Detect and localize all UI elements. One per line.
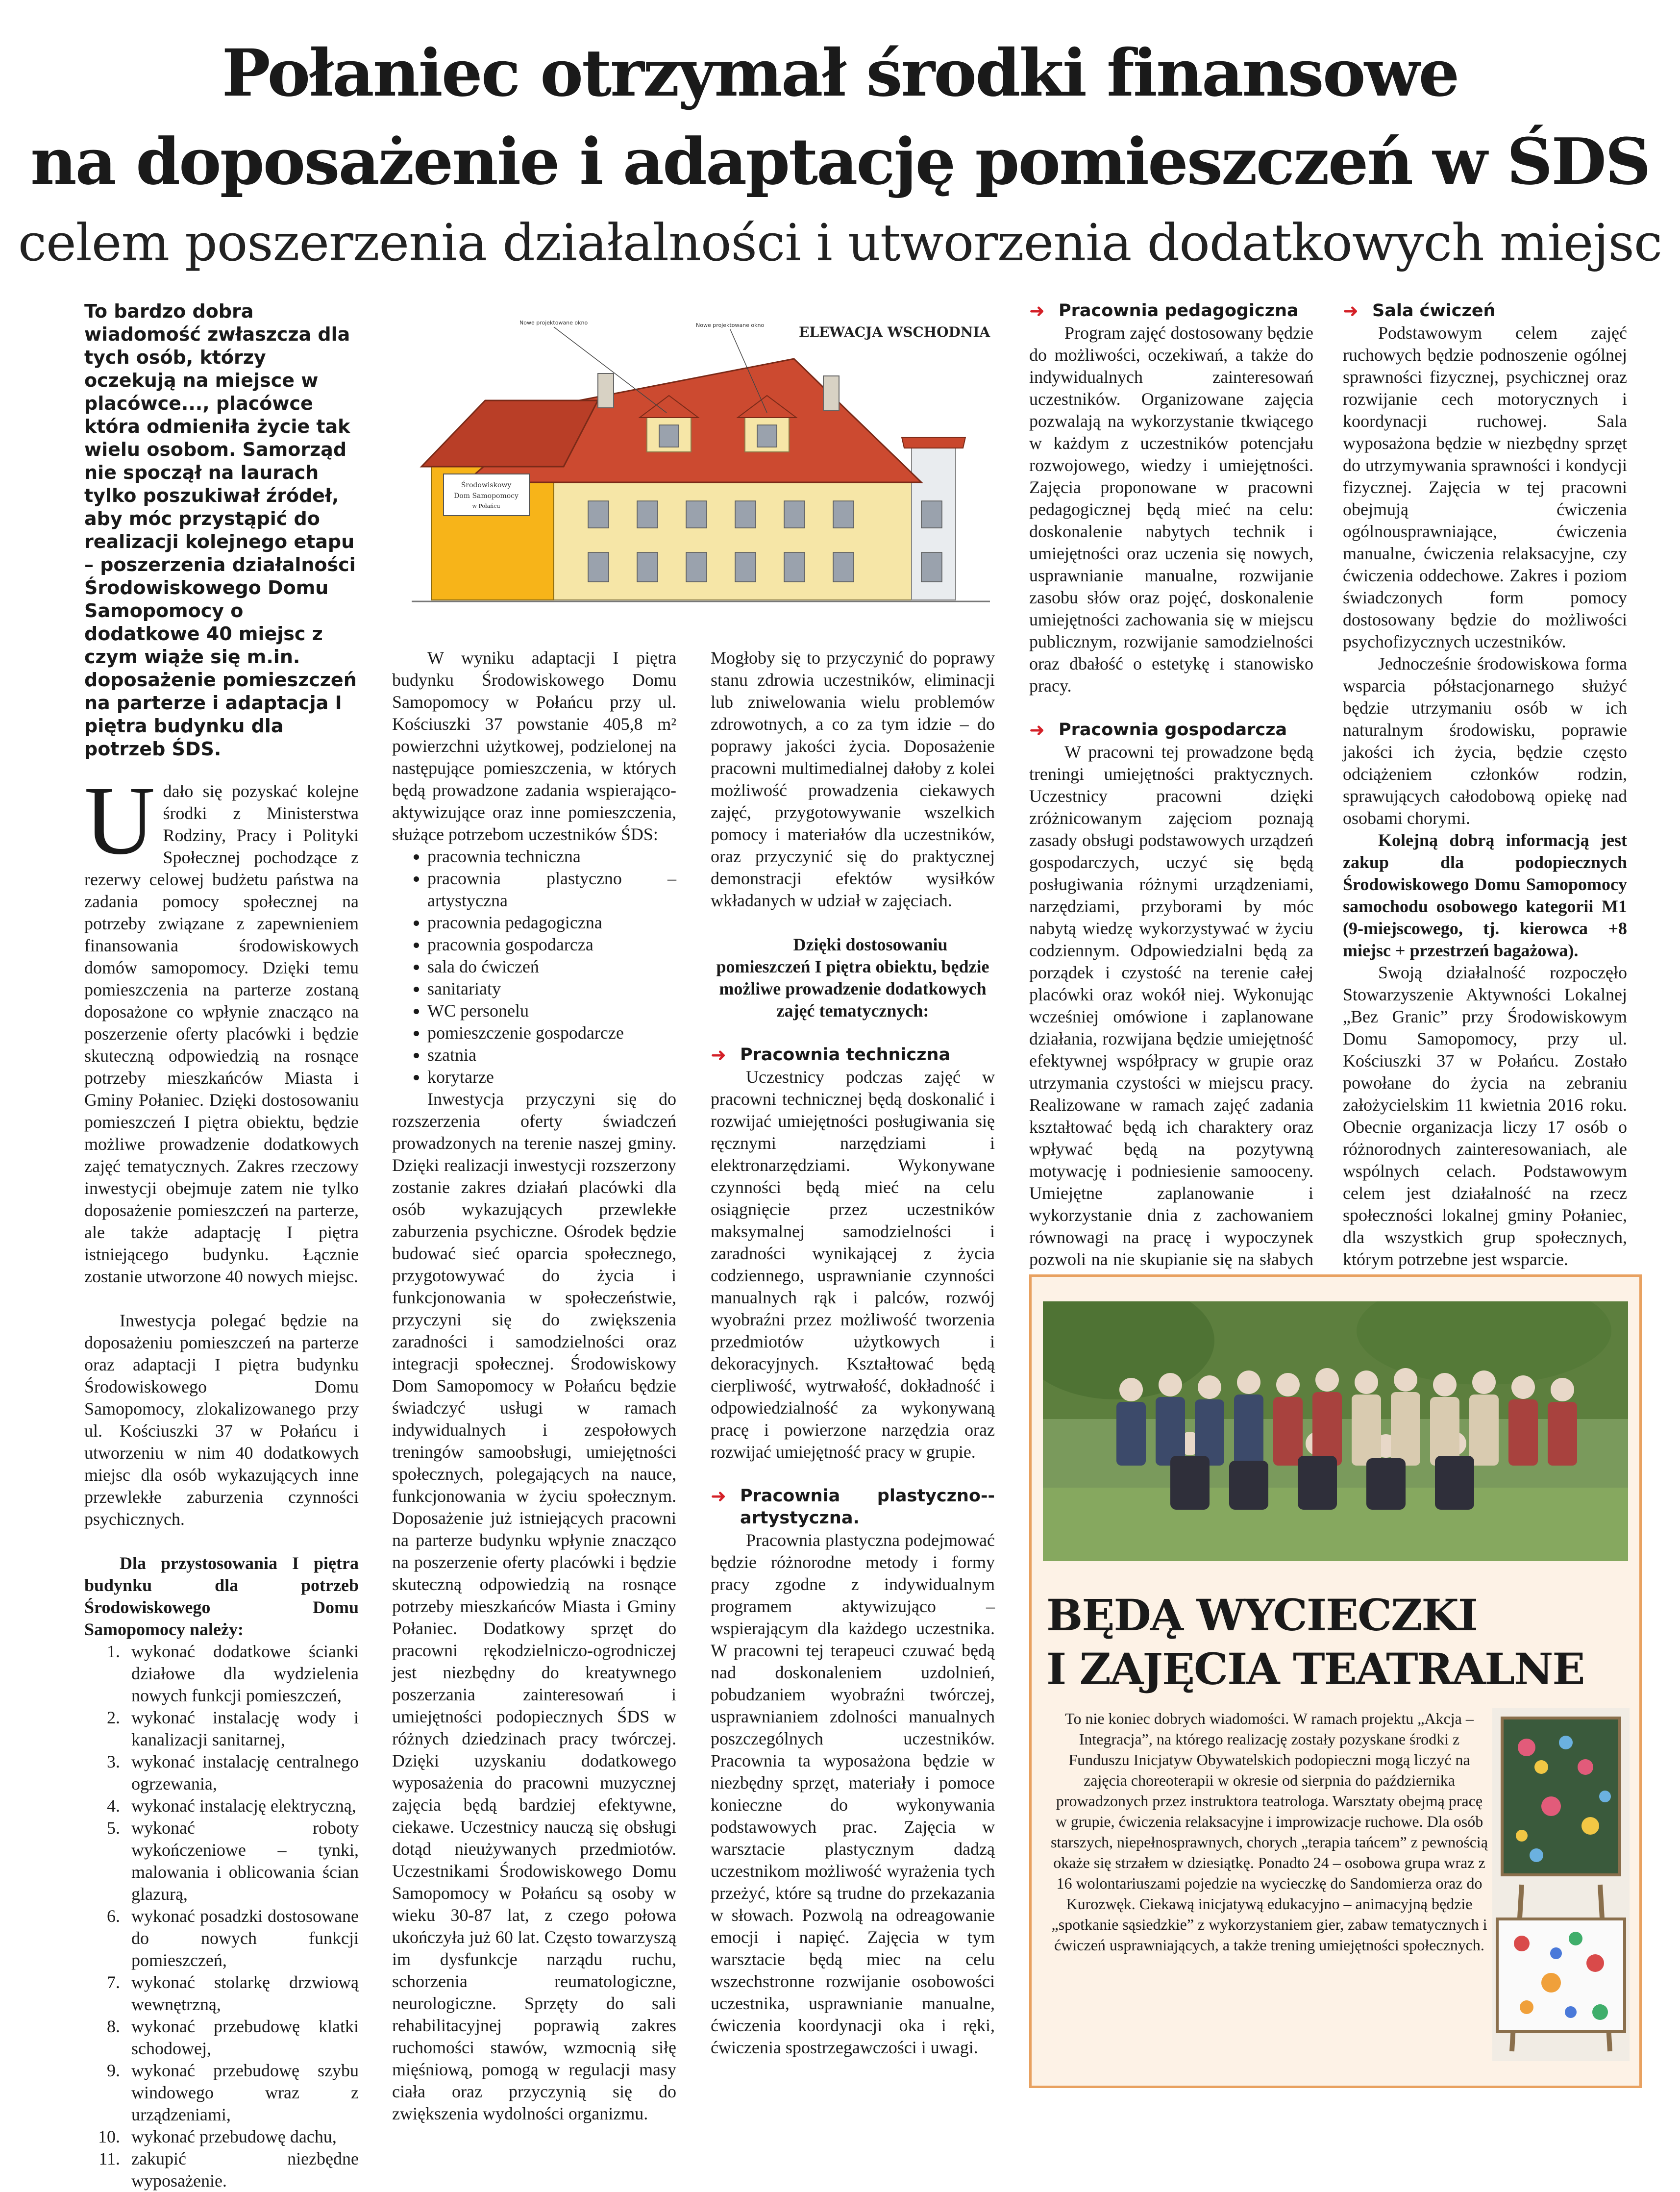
column-2 bbox=[392, 647, 676, 2125]
list-item: 3. wykonać instalację centralnego ogrzewania, bbox=[124, 1751, 359, 1795]
trips-theatre-box bbox=[1029, 1274, 1642, 2088]
drop-cap: U bbox=[84, 767, 155, 875]
column-5 bbox=[1343, 300, 1627, 1270]
list-item: 5. wykonać roboty wykończeniowe – tynki, malowania i oblicowania ścian glazurą, bbox=[124, 1817, 359, 1905]
arrow-right-icon: ➜ bbox=[1343, 300, 1359, 322]
list-item: 7. wykonać stolarkę drzwiową wewnętrzną, bbox=[124, 1971, 359, 2016]
paintings-easel-image bbox=[1492, 1708, 1630, 2061]
association-paragraph: Swoją działalność rozpoczęło Stowarzyszenie Aktywności Lokalnej „Bez Granic” przy Środowiskowym Domu Samopomocy, przy ul. Kościuszki 37 w Połańcu. Zostało powołane do życia na zebraniu założycielskim 11 kwietnia 2016 roku. Obecnie organizacja liczy 17 osób o różnorodnych zainteresowaniach, ale wspólnych celach. Podstawowym celem jest działalność na rzecz społeczności lokalnej gminy Połaniec, dla wszystkich grup społecznych, którym potrzebne jest wsparcie. bbox=[1343, 963, 1627, 1269]
headline-line-2: na doposażenie i adaptację pomieszczeń w ŚDS bbox=[30, 124, 1650, 199]
intro-paragraph: Udało się pozyskać kolejne środki z Ministerstwa Rodziny, Pracy i Polityki Społecznej pochodzące z rezerwy celowej budżetu państwa na zadania pomocy społecznej na potrzeby związane z zapewnieniem finansowania środowiskowych domów samopomocy. Dzięki temu pomieszczenia na parterze zostaną doposażone co wpłynie znacząco na poszerzenie oferty placówki i będzie skuteczną odpowiedzią na rosnące potrzeby mieszkańców Miasta i Gminy Połaniec. Dzięki dostosowaniu pomieszczeń I piętra obiektu, będzie możliwe prowadzenie dodatkowych zajęć tematycznych. Zakres rzeczowy inwestycji obejmuje zatem nie tylko doposażenie pomieszczeń na parterze, ale także adaptację I piętra istniejącego budynku. Łącznie zostanie utworzone 40 nowych miejsc. bbox=[84, 767, 359, 1286]
exercise-text: Podstawowym celem zajęć ruchowych będzie podnoszenie ogólnej sprawności fizycznej, psychicznej oraz rozwijanie cech motorycznych i koordynacji ruchowej. Sala wyposażona będzie w niezbędny sprzęt do utrzymywania sprawności i kondycji fizycznej. Zajęcia w tej pracowni obejmują ćwiczenia ogólnousprawniające, ćwiczenia manualne, ćwiczenia relaksacyjne, czy ćwiczenia oddechowe. Zakres i poziom świadczonych form pomocy dostosowany będzie do możliwości psychofizycznych uczestników. bbox=[1343, 323, 1627, 651]
list-item: • szatnia bbox=[427, 1044, 676, 1066]
list-item: 1. wykonać dodatkowe ścianki działowe dla wydzielenia nowych funkcji pomieszczeń, bbox=[124, 1641, 359, 1707]
building-elevation-image bbox=[392, 300, 1005, 623]
list-item: 10. wykonać przebudowę dachu, bbox=[124, 2126, 359, 2148]
section-heading-art: ➜ Pracownia plastyczno--artystyczna. bbox=[711, 1485, 995, 1528]
lead-paragraph: To bardzo dobra wiadomość zwłaszcza dla tych osób, którzy oczekują na miejsce w placówce..., placówce która odmieniła życie tak wielu osobom. Samorząd nie spoczął na laurach tylko poszukiwał źródeł, aby móc przystąpić do realizacji kolejnego etapu – poszerzenia działalności Środowiskowego Domu Samopomocy o dodatkowe 40 miejsc z czym wiąże się m.in. doposażenie pomieszczeń na parterze i adaptacja I piętra budynku dla potrzeb ŚDS. bbox=[84, 300, 357, 760]
section-heading-technical: ➜ Pracownia techniczna bbox=[711, 1044, 951, 1066]
box-text: To nie koniec dobrych wiadomości. W ramach projektu „Akcja – Integracja”, na którego realizację zostały pozyskane środki z Funduszu Inicjatyw Obywatelskich podopieczni mogą liczyć na zajęcia choreoterapii w okresie od sierpnia do października prowadzonych przez instruktora teatrologa. Warsztaty obejmą pracę w grupie, ćwiczenia relaksacyjne i improwizacje ruchowe. Dla osób starszych, niepełnosprawnych, chorych „terapia tańcem” z pewnością okaże się strzałem w dziesiątkę. Ponadto 24 – osobowa grupa wraz z 16 wolontariuszami pojedzie na wycieczkę do Sandomierza oraz do Kurozwęk. Ciekawą inicjatywą edukacyjno – animacyjną będzie „spotkanie sąsiedzkie” z wykorzystaniem gier, zabaw tematycznych i ćwiczeń usprawniających, a także trening umiejętności społecznych. bbox=[1050, 1710, 1488, 1954]
art-text: Pracownia plastyczna podejmować będzie różnorodne metody i formy pracy zgodne z indywidualnym programem aktywizująco – wspierającym dla każdego uczestnika. W pracowni tej terapeuci czuwać będą nad doskonaleniem uzdolnień, pobudzaniem wyobraźni twórczej, usprawnianiem zdolności manualnych poszczególnych uczestników. Pracownia ta wyposażona będzie w niezbędny sprzęt, materiały i pomoce konieczne do wykonywania podstawowych prac. Zajęcia w warsztacie plastycznym dadzą uczestnikom możliwość wyrażenia tych przeżyć, które są trudne do przekazania w słowach. Pozwolą na odreagowanie emocji i napięć. Zajęcia w tym warsztacie będą miec na celu wszechstronne rozwijanie osobowości uczestnika, usprawnianie manualne, ćwiczenia koordynacji oka i ręki, ćwiczenia spostrzegawczości i uwagi. bbox=[711, 1530, 995, 2057]
list-item: • sanitariaty bbox=[427, 978, 676, 1000]
column-3 bbox=[711, 647, 995, 2059]
list-item: 6. wykonać posadzki dostosowane do nowych funkcji pomieszczeń, bbox=[124, 1905, 359, 1971]
group-photo bbox=[1043, 1301, 1628, 1561]
arrow-right-icon: ➜ bbox=[1029, 300, 1045, 322]
support-paragraph: Jednocześnie środowiskowa forma wsparcia półstacjonarnego służyć będzie utrzymaniu osób w ich naturalnym środowisku, poprawie jakości ich życia, będzie często odciążeniem członków rodzin, sprawujących całodobową opiekę nad osobami chorymi. bbox=[1343, 654, 1627, 828]
list-intro: Dla przystosowania I piętra budynku dla potrzeb Środowiskowego Domu Samopomocy należy: bbox=[84, 1553, 359, 1639]
list-item: • sala do ćwiczeń bbox=[427, 956, 676, 978]
headline-line-1: Połaniec otrzymał środki finansowe bbox=[222, 35, 1458, 111]
column-4 bbox=[1029, 300, 1313, 1315]
list-item: 2. wykonać instalację wody i kanalizacji sanitarnej, bbox=[124, 1707, 359, 1751]
section-heading-exercise: ➜ Sala ćwiczeń bbox=[1343, 300, 1496, 322]
list-item: 11. zakupić niezbędne wyposażenie. bbox=[124, 2148, 359, 2192]
list-item: • korytarze bbox=[427, 1066, 676, 1088]
svg-text:ELEWACJA WSCHODNIA: ELEWACJA WSCHODNIA bbox=[799, 324, 990, 340]
list-item: • pomieszczenie gospodarcze bbox=[427, 1022, 676, 1044]
list-item: 8. wykonać przebudowę klatki schodowej, bbox=[124, 2016, 359, 2060]
pedagogical-text: Program zajęć dostosowany będzie do możliwości, oczekiwań, a także do indywidualnych zainteresowań uczestników. Organizowane zajęcia pozwalają na wykorzystanie tkwiącego w każdym z uczestników potencjału rozwojowego, wiedzy i umiejętności. Zajęcia proponowane w pracowni pedagogicznej będą mieć na celu: doskonalenie nabytych technik i umiejętności oraz uczenia się nowych, usprawnianie manualne, rozwijanie zasobu słów oraz pojęć, doskonalenie umiejętności zachowania się w miejscu publicznym, rozwijanie samodzielności oraz dbałość o estetykę i stanowisko pracy. bbox=[1029, 323, 1313, 696]
list-item: 9. wykonać przebudowę szybu windowego wraz z urządzeniami, bbox=[124, 2060, 359, 2126]
household-text: W pracowni tej prowadzone będą treningi umiejętności praktycznych. Uczestnicy pracowni dzięki zróżnicowanym zajęciom poznają zasady obsługi podstawowych urządzeń gospodarczych, uczyć się będą posługiwania różnymi urządzeniami, narzędziami, przyborami by móc nabytą wiedzę wykorzystywać w życiu codziennym. Odpowiedzialni będą za porządek i czystość na terenie całej placówki oraz wokół niej. Wykonując wcześniej omówione i zaplanowane działania, rozwijana będzie umiejętność efektywnej współpracy w grupie oraz utrzymania czystości w miejscu pracy. Realizowane w ramach zajęć zadania kształtować będą ich charaktery oraz wpływać będą na pozytywną motywację i podniesienie samooceny. Umiejętne zaplanowanie i wykorzystanie dnia z zachowaniem równowagi na pracę i wypoczynek pozwoli na nie skupianie się na słabych bbox=[1029, 742, 1313, 1269]
technical-text: Uczestnicy podczas zajęć w pracowni technicznej będą doskonalić i rozwijać umiejętności posługiwania się ręcznymi narzędziami i elektronarzędziami. Wykonywane czynności będą mieć na celu osiągnięcie przez uczestników maksymalnej samodzielności i zaradności wynikającej z życia codziennego, usprawnianie czynności manualnych rąk i palców, rozwój wyobraźni przez możliwość tworzenia przedmiotów użytkowych i dekoracyjnych. Kształtować będą cierpliwość, wytrwałość, dokładność i odpowiedzialność za wykonywaną pracę i powierzone narzędzia oraz rozwijać umiejętność pracy w grupie. bbox=[711, 1067, 995, 1462]
box-heading-line-2: I ZAJĘCIA TEATRALNE bbox=[1046, 1644, 1584, 1694]
list-item: • pracownia gospodarcza bbox=[427, 934, 676, 956]
column-1 bbox=[84, 300, 359, 2192]
arrow-right-icon: ➜ bbox=[711, 1485, 726, 1507]
section-heading-pedagogical: ➜ Pracownia pedagogiczna bbox=[1029, 300, 1299, 322]
rooms-list bbox=[392, 846, 676, 1088]
offer-paragraph: Inwestycja przyczyni się do rozszerzenia oferty świadczeń prowadzonych na terenie naszej gminy. Dzięki realizacji inwestycji rozszerzony zostanie zakres działań placówki dla osób wykazujących przewlekłe zaburzenia psychiczne. Ośrodek będzie budować sieć oparcia społecznego, przygotowywać do życia i funkcjonowania w społeczeństwie, przyczyni się do zwiększenia zaradności i samodzielności oraz integracji społecznej. Środowiskowy Dom Samopomocy w Połańcu będzie świadczyć usługi w ramach indywidualnych i zespołowych treningów samoobsługi, umiejętności społecznych, polegających na nauce, funkcjonowania w życiu społecznym. Doposażenie już istniejących pracowni na parterze budynku wpłynie znacząco na poszerzenie oferty placówki i będzie skuteczną odpowiedzią na rosnące potrzeby mieszkańców Miasta i Gminy Połaniec. Dodatkowy sprzęt do pracowni rękodzielniczo-ogrodniczej jest niezbędny do kreatywnego poszerzania zainteresowań i umiejętności podopiecznych ŚDS w różnych dziedzinach pracy twórczej. Dzięki uzyskaniu dodatkowego wyposażenia do pracowni muzycznej zajęcia będą bardziej efektywne, ciekawe. Uczestnicy nauczą się obsługi dotąd nieużywanych przedmiotów. Uczestnikami Środowiskowego Domu Samopomocy w Połańcu są osoby w wieku 30-87 lat, z czego połowa ukończyła już 60 lat. Często towarzyszą im dysfunkcje narządu ruchu, schorzenia reumatologiczne, neurologiczne. Sprzęty do sali rehabilitacyjnej poprawią zakres ruchomości stawów, wzmocnią siłę mięśniową, pomogą w regulacji masy ciała oraz przyczynią się do zwiększenia wydolności organizmu. bbox=[392, 1089, 676, 2123]
arrow-right-icon: ➜ bbox=[1029, 719, 1045, 741]
list-item: • pracownia pedagogiczna bbox=[427, 912, 676, 934]
svg-text:Środowiskowy: Środowiskowy bbox=[461, 481, 512, 489]
works-list bbox=[84, 1641, 359, 2192]
adaptation-paragraph: W wyniku adaptacji I piętra budynku Środowiskowego Domu Samopomocy w Połańcu przy ul. Kościuszki 37 powstanie 405,8 m² powierzchni użytkowej, podzielonej na następujące pomieszczenia, w których będą prowadzone zadania wspierająco-aktywizujące oraz inne pomieszczenia, służące potrzebom uczestników ŚDS: bbox=[392, 648, 676, 844]
investment-paragraph: Inwestycja polegać będzie na doposażeniu pomieszczeń na parterze oraz adaptacji I piętra budynku Środowiskowego Domu Samopomocy, zlokalizowanego przy ul. Kościuszki 37 w Połańcu i utworzeniu w nim 40 dodatkowych miejsc dla osób wykazujących inne przewlekłe zaburzenia czynności psychicznych. bbox=[84, 1311, 359, 1529]
headline-subtitle: celem poszerzenia działalności i utworzenia dodatkowych miejsc bbox=[18, 213, 1662, 273]
box-heading-line-1: BĘDĄ WYCIECZKI bbox=[1046, 1590, 1477, 1641]
list-item: • WC personelu bbox=[427, 1000, 676, 1022]
svg-text:w Połańcu: w Połańcu bbox=[472, 503, 500, 509]
vehicle-paragraph: Kolejną dobrą informacją jest zakup dla podopiecznych Środowiskowego Domu Samopomocy samochodu osobowego kategorii M1 (9-miejscowego, tj. kierowca +8 miejsc + przestrzeń bagażowa). bbox=[1343, 830, 1627, 960]
list-item: 4. wykonać instalację elektryczną, bbox=[124, 1795, 359, 1817]
list-item: • pracownia techniczna bbox=[427, 846, 676, 868]
arrow-right-icon: ➜ bbox=[711, 1044, 726, 1066]
svg-text:Dom Samopomocy: Dom Samopomocy bbox=[454, 492, 519, 500]
activities-intro: Dzięki dostosowaniu pomieszczeń I piętra obiektu, będzie możliwe prowadzenie dodatkowych zajęć tematycznych: bbox=[716, 935, 989, 1021]
svg-text:Nowe projektowane okno: Nowe projektowane okno bbox=[696, 322, 765, 328]
svg-text:Nowe projektowane okno: Nowe projektowane okno bbox=[519, 320, 588, 326]
section-heading-household: ➜ Pracownia gospodarcza bbox=[1029, 719, 1287, 741]
list-item: • pracownia plastyczno – artystyczna bbox=[427, 868, 676, 912]
health-paragraph: Mogłoby się to przyczynić do poprawy stanu zdrowia uczestników, eliminacji lub zniwelowania wielu problemów zdrowotnych, a co za tym idzie – do poprawy jakości życia. Doposażenie pracowni multimedialnej dałoby z kolei możliwość prowadzenia ciekawych zajęć, przygotowywanie wszelkich pomocy i materiałów dla uczestników, oraz przyczynić się do praktycznej demonstracji efektów wysiłków wkładanych w udział w zajęciach. bbox=[711, 648, 995, 910]
